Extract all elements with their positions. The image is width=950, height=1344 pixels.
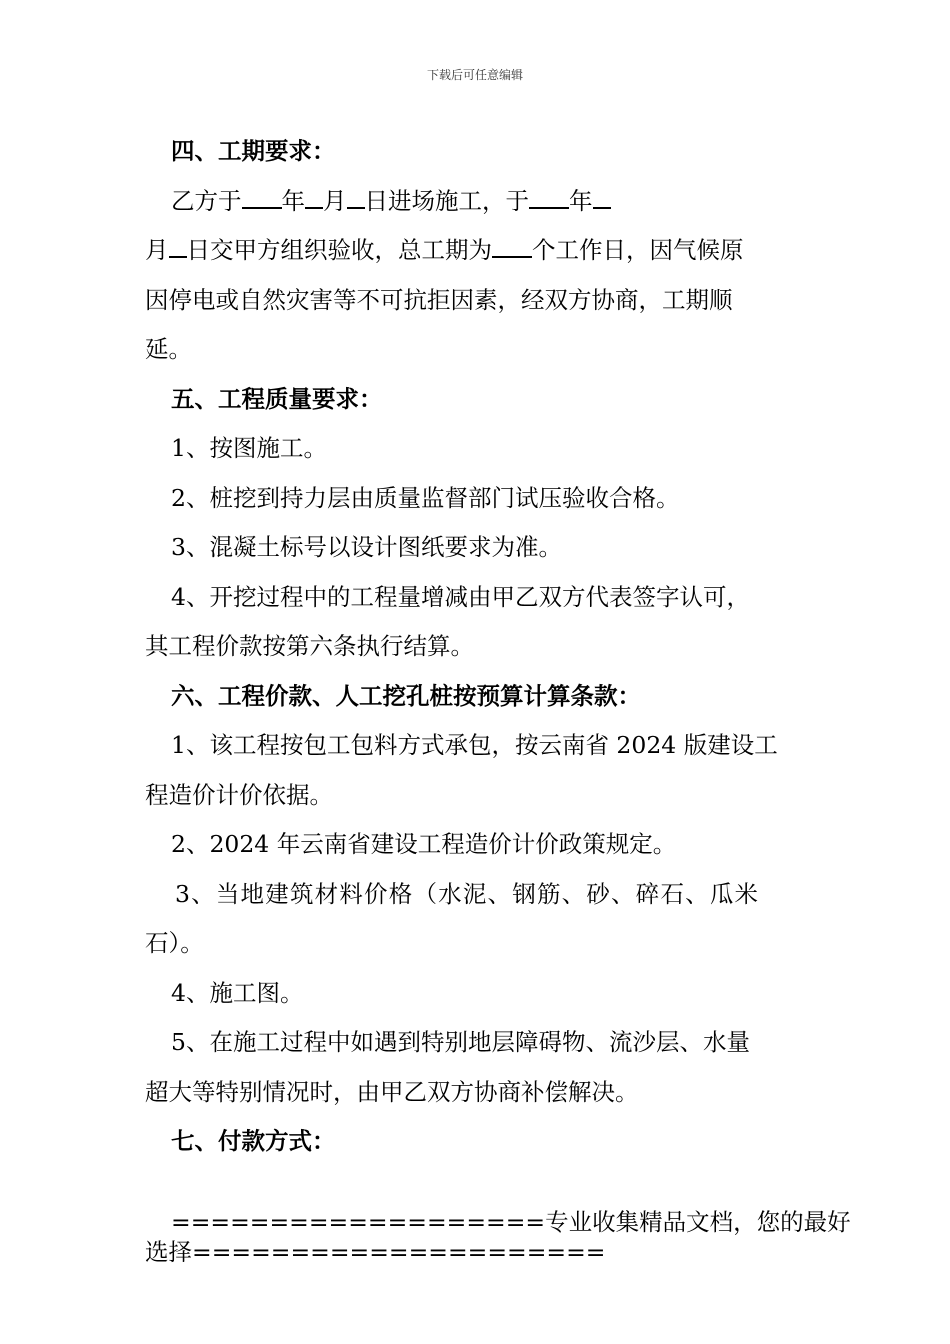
quality-item-2: 2、桩挖到持力层由质量监督部门试压验收合格。 xyxy=(171,483,680,512)
price-item-5-line1: 5、在施工过程中如遇到特别地层障碍物、流沙层、水量 xyxy=(171,1028,750,1056)
paragraph-schedule-line1: 乙方于 年 月 日进场施工，于 年 xyxy=(145,177,807,227)
price-item-4: 4、施工图。 xyxy=(171,978,304,1007)
price-item-1-line1: 1、该工程按包工包料方式承包，按云南省 2024 版建设工 xyxy=(171,731,778,759)
paragraph-schedule-line3: 因停电或自然灾害等不可抗拒因素，经双方协商，工期顺 xyxy=(145,285,733,314)
price-item-3-line2: 石）。 xyxy=(145,929,204,957)
price-item-5-line2: 超大等特别情况时，由甲乙双方协商补偿解决。 xyxy=(145,1077,639,1106)
price-item-3-line1: 3、当地建筑材料价格（水泥、钢筋、砂、碎石、瓜米 xyxy=(175,879,760,908)
document-body xyxy=(145,127,807,1167)
quality-item-4-line1: 4、开挖过程中的工程量增减由甲乙双方代表签字认可， xyxy=(171,582,750,611)
section-5-heading: 五、工程质量要求： xyxy=(171,384,383,413)
page-footer xyxy=(145,1207,851,1267)
section-4-heading: 四、工期要求： xyxy=(171,137,336,165)
quality-item-4-line2: 其工程价款按第六条执行结算。 xyxy=(145,632,474,660)
paragraph-schedule-line4: 延。 xyxy=(145,335,192,363)
quality-item-3: 3、混凝土标号以设计图纸要求为准。 xyxy=(171,533,562,561)
quality-item-1: 1、按图施工。 xyxy=(171,434,327,462)
price-item-1-line2: 程造价计价依据。 xyxy=(145,780,333,809)
footer-line-1: ===================专业收集精品文档，您的最好 xyxy=(171,1208,851,1236)
section-7-heading: 七、付款方式： xyxy=(171,1127,336,1155)
page-header: 下载后可任意编辑 xyxy=(426,68,523,82)
footer-line-2: 选择===================== xyxy=(145,1238,606,1266)
section-6-heading: 六、工程价款、人工挖孔桩按预算计算条款： xyxy=(171,681,641,710)
price-item-2: 2、2024 年云南省建设工程造价计价政策规定。 xyxy=(171,830,677,858)
paragraph-schedule-line2: 月 日交甲方组织验收，总工期为 个工作日，因气候原 xyxy=(145,236,744,264)
